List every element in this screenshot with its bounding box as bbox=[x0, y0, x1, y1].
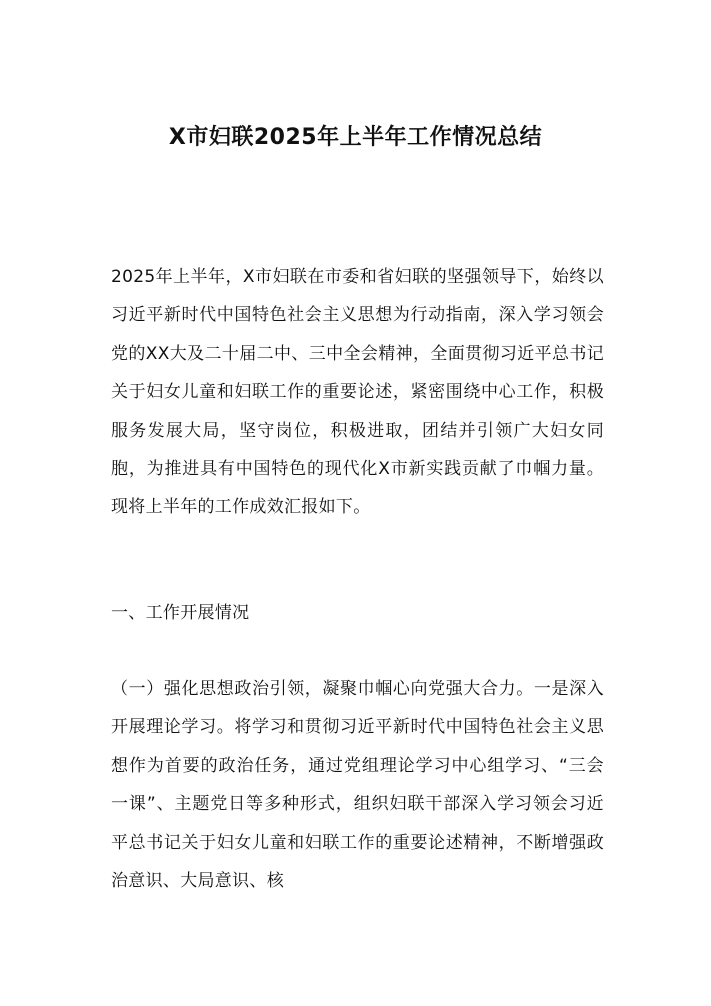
section-heading-work-progress: 一、工作开展情况 bbox=[111, 603, 250, 623]
section-paragraph-political-guidance: （一）强化思想政治引领，凝聚巾帼心向党强大合力。一是深入开展理论学习。将学习和贯彻习近平新时代中国特色社会主义思想作为首要的政治任务，通过党组理论学习中心组学习、“三会一课”、主题党日等多种形式，组织妇联干部深入学习领会习近平总书记关于妇女儿童和妇联工作的重要论述精神，不断增强政治意识、大局意识、核 bbox=[111, 679, 604, 892]
intro-paragraph: 2025年上半年，X市妇联在市委和省妇联的坚强领导下，始终以习近平新时代中国特色社会主义思想为行动指南，深入学习领会党的XX大及二十届二中、三中全会精神，全面贯彻习近平总书记关于妇女儿童和妇联工作的重要论述，紧密围绕中心工作，积极服务发展大局，坚守岗位，积极进取，团结并引领广大妇女同胞，为推进具有中国特色的现代化X市新实践贡献了巾帼力量。现将上半年的工作成效汇报如下。 bbox=[111, 267, 604, 518]
document-title: X市妇联2025年上半年工作情况总结 bbox=[168, 125, 543, 150]
